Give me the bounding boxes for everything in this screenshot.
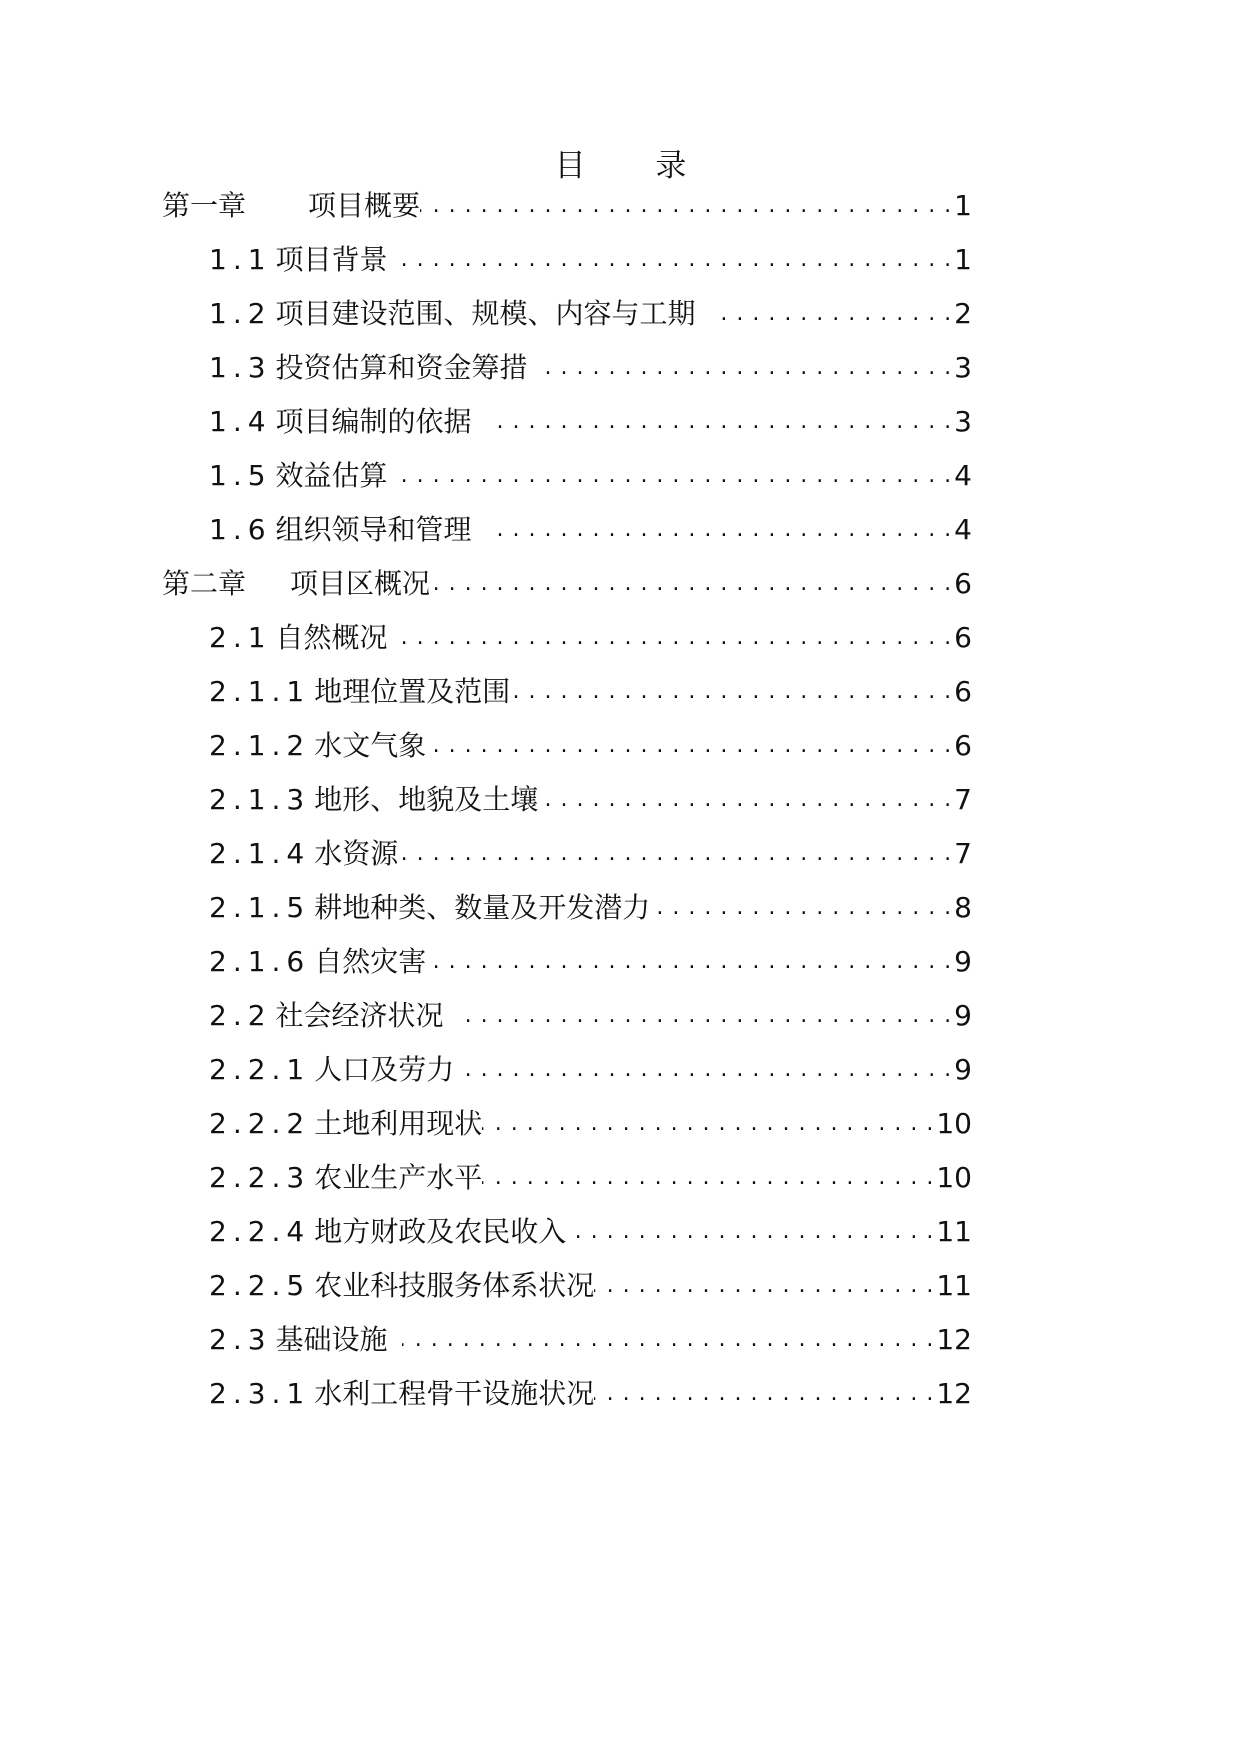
dot-leader [454,1048,952,1092]
toc-page-number: 10 [936,1107,972,1140]
toc-title: 土地利用现状 [314,1107,483,1140]
toc-subsection-2-2-5[interactable] [209,1264,972,1308]
toc-label [209,400,472,444]
toc-section-number: 2.1 [209,621,272,654]
toc-label [209,454,388,498]
toc-section-number: 1.1 [209,243,272,276]
toc-page-number: 4 [954,459,972,492]
toc-section-number: 2.1.3 [209,783,311,816]
toc-label [162,562,430,606]
toc-section-number: 2.3 [209,1323,272,1356]
toc-section-2-3[interactable] [209,1318,972,1362]
toc-section-number: 2.2.3 [209,1161,311,1194]
toc-page-number: 7 [954,783,972,816]
toc-title: 项目区概况 [290,567,431,600]
toc-section-2-1[interactable] [209,616,972,660]
toc-section-number: 1.4 [209,405,272,438]
toc-title: 水利工程骨干设施状况 [314,1377,595,1410]
dot-leader [426,724,952,768]
toc-section-number: 2.2 [209,999,272,1032]
toc-title: 自然灾害 [314,945,427,978]
toc-label [209,1210,566,1254]
toc-page-number: 12 [936,1377,972,1410]
toc-page-number: 9 [954,999,972,1032]
toc-section-number: 2.1.4 [209,837,311,870]
dot-leader [482,1102,934,1146]
toc-page-number: 2 [954,297,972,330]
dot-leader [458,994,953,1038]
toc-page-number: 9 [954,945,972,978]
toc-title: 地方财政及农民收入 [314,1215,567,1248]
toc-page-number: 3 [954,351,972,384]
toc-section-1-5[interactable] [209,454,972,498]
toc-page-number: 11 [936,1269,972,1302]
toc-label [209,778,538,822]
toc-subsection-2-1-5[interactable] [209,886,972,930]
toc-title: 项目背景 [275,243,388,276]
toc-title: 项目编制的依据 [275,405,472,438]
toc-title: 项目概要 [308,189,421,222]
toc-page-number: 1 [954,243,972,276]
toc-label [209,1372,594,1416]
toc-subsection-2-1-3[interactable] [209,778,972,822]
toc-label [209,1048,454,1092]
toc-label [209,994,444,1038]
toc-label [209,292,696,336]
toc-page-number: 6 [954,567,972,600]
toc-page-number: 10 [936,1161,972,1194]
toc-title: 效益估算 [275,459,388,492]
toc-section-2-2[interactable] [209,994,972,1038]
toc-section-1-1[interactable] [209,238,972,282]
dot-leader [594,1372,934,1416]
toc-section-number: 2.2.4 [209,1215,311,1248]
dot-leader [594,1264,934,1308]
toc-page-number: 4 [954,513,972,546]
toc-title: 农业生产水平 [314,1161,483,1194]
toc-page-number: 1 [954,189,972,222]
dot-leader [650,886,952,930]
toc-subsection-2-1-6[interactable] [209,940,972,984]
toc-section-1-2[interactable] [209,292,972,336]
dot-leader [420,184,952,228]
toc-subsection-2-2-1[interactable] [209,1048,972,1092]
dot-leader [710,292,953,336]
dot-leader [402,616,953,660]
toc-page-number: 9 [954,1053,972,1086]
toc-section-number: 1.5 [209,459,272,492]
toc-label [209,670,510,714]
toc-label [209,508,472,552]
toc-subsection-2-1-1[interactable] [209,670,972,714]
toc-page-number: 3 [954,405,972,438]
toc-title: 社会经济状况 [275,999,444,1032]
toc-label [209,886,650,930]
dot-leader [486,400,953,444]
toc-label [209,1264,594,1308]
dot-leader [402,238,953,282]
toc-label [162,184,420,228]
dot-leader [402,454,953,498]
toc-title: 地理位置及范围 [314,675,511,708]
toc-page-number: 8 [954,891,972,924]
toc-title: 水资源 [314,837,399,870]
toc-page-number: 6 [954,729,972,762]
dot-leader [426,940,952,984]
toc-label [209,238,388,282]
toc-section-number: 2.1.1 [209,675,311,708]
toc-title: 人口及劳力 [314,1053,455,1086]
toc-label [209,616,388,660]
toc-page-number: 6 [954,675,972,708]
toc-chapter-2[interactable] [162,562,972,606]
dot-leader [482,1156,934,1200]
toc-page-number: 12 [936,1323,972,1356]
toc-section-number: 2.1.6 [209,945,311,978]
toc-section-number: 1.3 [209,351,272,384]
toc-page-number: 7 [954,837,972,870]
toc-section-number: 1.2 [209,297,272,330]
toc-section-number: 1.6 [209,513,272,546]
toc-title: 投资估算和资金筹措 [275,351,528,384]
toc-section-number: 2.2.1 [209,1053,311,1086]
dot-leader [402,1318,935,1362]
toc-label [209,832,398,876]
toc-section-number: 2.2.2 [209,1107,311,1140]
toc-chapter-number: 第一章 [162,189,247,222]
toc-page-number: 11 [936,1215,972,1248]
toc-label [209,346,528,390]
toc-title: 基础设施 [275,1323,388,1356]
toc-chapter-1[interactable] [162,184,972,228]
toc-label [209,940,426,984]
toc-title: 组织领导和管理 [275,513,472,546]
toc-chapter-number: 第二章 [162,567,247,600]
toc-label [209,1102,482,1146]
toc-title: 自然概况 [275,621,388,654]
dot-leader [566,1210,934,1254]
toc-label [209,1318,388,1362]
dot-leader [398,832,952,876]
toc-section-1-6[interactable] [209,508,972,552]
page-title: 目 录 [554,148,717,184]
toc-subsection-2-2-4[interactable] [209,1210,972,1254]
toc-title: 水文气象 [314,729,427,762]
dot-leader [538,778,952,822]
toc-section-number: 2.1.5 [209,891,311,924]
toc-title: 地形、地貌及土壤 [314,783,539,816]
toc-subsection-2-2-3[interactable] [209,1156,972,1200]
dot-leader [430,562,952,606]
toc-section-number: 2.2.5 [209,1269,311,1302]
toc-subsection-2-3-1[interactable] [209,1372,972,1416]
dot-leader [486,508,953,552]
toc-title: 耕地种类、数量及开发潜力 [314,891,651,924]
dot-leader [510,670,952,714]
toc-section-number: 2.1.2 [209,729,311,762]
toc-label [209,724,426,768]
dot-leader [542,346,953,390]
toc-subsection-2-1-2[interactable] [209,724,972,768]
toc-title: 项目建设范围、规模、内容与工期 [275,297,696,330]
toc-section-1-4[interactable] [209,400,972,444]
toc-title: 农业科技服务体系状况 [314,1269,595,1302]
toc-label [209,1156,482,1200]
toc-section-1-3[interactable] [209,346,972,390]
toc-subsection-2-1-4[interactable] [209,832,972,876]
toc-subsection-2-2-2[interactable] [209,1102,972,1146]
toc-section-number: 2.3.1 [209,1377,311,1410]
toc-page-number: 6 [954,621,972,654]
